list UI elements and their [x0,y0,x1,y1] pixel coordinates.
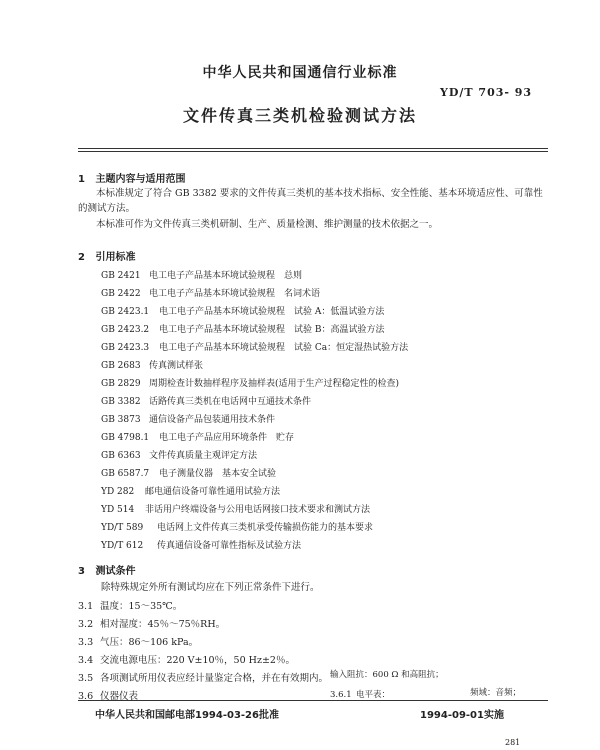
reference-code: GB 4798.1 [101,433,150,443]
reference-item [101,376,399,389]
reference-code: GB 2421 [101,271,141,281]
condition-text: 各项测试所用仪表应经计量鉴定合格，并在有效期内。 [100,673,329,684]
reference-title: 电工电子产品基本环境试验规程 名词术语 [149,289,321,299]
reference-code: YD/T 612 [101,541,144,551]
reference-code: YD 514 [101,505,135,515]
reference-code: GB 2423.2 [101,325,150,335]
document-title: 文件传真三类机检验测试方法 [182,106,417,125]
reference-item [101,358,203,371]
reference-item [101,340,408,353]
reference-code: GB 2829 [101,379,141,389]
reference-item [101,484,280,497]
section-1-title: 主题内容与适用范围 [95,174,186,185]
condition-number: 3.3 [78,637,94,648]
condition-number: 3.6.1 [330,690,352,700]
reference-title: 邮电通信设备可靠性通用试验方法 [145,487,281,497]
reference-title: 电话网上文件传真三类机承受传输损伤能力的基本要求 [157,523,374,533]
condition-number: 3.6 [78,691,94,702]
reference-title: 电工电子产品基本环境试验规程 试验 B：高温试验方法 [159,325,385,335]
reference-code: GB 2422 [101,289,141,299]
section-3-intro: 除特殊规定外所有测试均应在下列正常条件下进行。 [101,582,320,593]
reference-item [101,466,276,479]
condition-text: 交流电源电压：220 V±10％，50 Hz±2％。 [100,655,295,666]
section-1-para-2: 本标准可作为文件传真三类机研制、生产、质量检测、维护测量的技术依据之一。 [96,219,439,230]
section-2-title: 引用标准 [95,252,136,263]
footer-rule [78,700,548,701]
level-meter-impedance: 输入阻抗：600 Ω 和高阻抗； [330,670,444,680]
level-meter-frequency: 频域：音频； [470,688,522,698]
reference-title: 电工电子产品基本环境试验规程 试验 A：低温试验方法 [159,307,385,317]
reference-code: GB 2683 [101,361,141,371]
reference-item [101,394,311,407]
reference-item [101,268,302,281]
standard-code: YD/T 703- 93 [440,86,533,99]
reference-item [101,304,384,317]
reference-item [101,430,294,443]
reference-title: 非话用户终端设备与公用电话网接口技术要求和测试方法 [145,505,371,515]
reference-title: 传真通信设备可靠性指标及试验方法 [157,541,302,551]
condition-text: 气压：86～106 kPa。 [100,637,199,648]
reference-code: GB 3873 [101,415,141,425]
section-2-number: 2 [78,252,85,263]
section-1-heading [78,170,185,185]
section-3-number: 3 [78,566,85,577]
section-3-heading [78,562,135,577]
approval-statement: 中华人民共和国邮电部1994-03-26批准 [95,710,279,721]
condition-text: 温度：15～35℃。 [100,601,183,612]
section-1-para-1: 本标准规定了符合 GB 3382 要求的文件传真三类机的基本技术指标、安全性能、基本环境适应性、可靠性的测试方法。 [78,188,543,214]
condition-number: 3.4 [78,655,94,666]
reference-item [101,322,384,335]
header-rule [78,148,548,149]
condition-item [78,616,225,630]
condition-item [78,670,328,684]
reference-title: 电子测量仪器 基本安全试验 [159,469,277,479]
reference-code: YD/T 589 [101,523,144,533]
reference-title: 传真测试样张 [149,361,204,371]
header-rule-thin [78,151,548,152]
section-2-heading [78,248,135,263]
condition-item [78,634,198,648]
reference-item [101,502,370,515]
reference-title: 文件传真质量主观评定方法 [149,451,258,461]
condition-number: 3.2 [78,619,94,630]
page-number: 281 [505,738,521,747]
reference-title: 电工电子产品应用环境条件 贮存 [159,433,295,443]
condition-text: 电平表： [356,690,391,700]
reference-code: GB 2423.3 [101,343,150,353]
condition-text: 仪器仪表 [100,691,139,702]
reference-item [101,520,373,533]
reference-title: 周期检查计数抽样程序及抽样表(适用于生产过程稳定性的检查) [149,379,400,389]
reference-title: 话路传真三类机在电话网中互通技术条件 [149,397,312,407]
condition-item [78,652,295,666]
condition-number: 3.5 [78,673,94,684]
reference-item [101,538,301,551]
reference-title: 通信设备产品包装通用技术条件 [149,415,276,425]
reference-item [101,286,320,299]
reference-code: YD 282 [101,487,135,497]
condition-number: 3.1 [78,601,94,612]
reference-code: GB 6587.7 [101,469,150,479]
condition-text: 相对湿度：45％～75％RH。 [100,619,226,630]
standard-category-title: 中华人民共和国通信行业标准 [202,65,398,81]
section-3-title: 测试条件 [95,566,136,577]
reference-code: GB 3382 [101,397,141,407]
reference-title: 电工电子产品基本环境试验规程 试验 Ca：恒定湿热试验方法 [159,343,409,353]
reference-code: GB 6363 [101,451,141,461]
reference-code: GB 2423.1 [101,307,150,317]
effective-date: 1994-09-01实施 [420,710,504,721]
section-1-number: 1 [78,174,85,185]
condition-item [78,598,182,612]
condition-item [330,688,390,700]
reference-item [101,412,275,425]
reference-title: 电工电子产品基本环境试验规程 总则 [149,271,303,281]
reference-item [101,448,257,461]
